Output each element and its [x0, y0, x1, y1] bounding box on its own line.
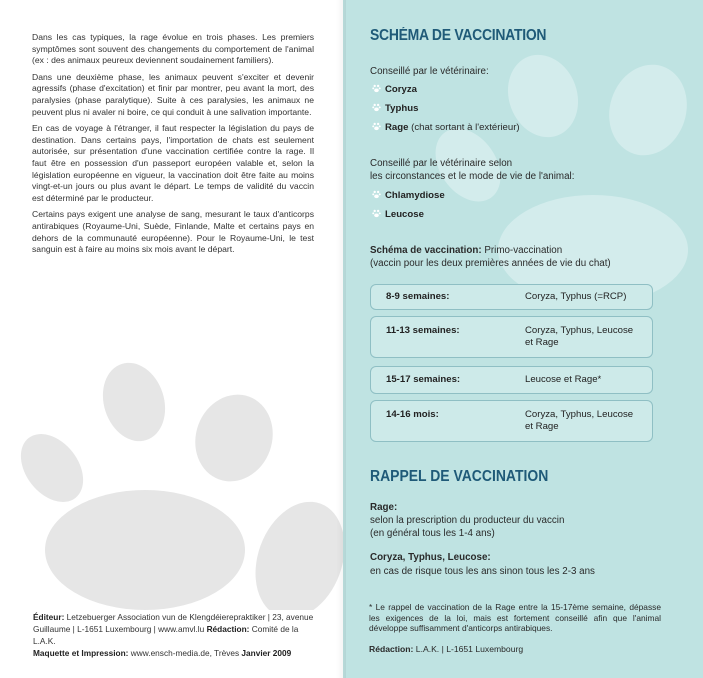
page-fold	[336, 0, 346, 678]
vaccination-schema-title: SCHÉMA DE VACCINATION	[370, 27, 547, 44]
paw-bullet-icon	[372, 84, 381, 93]
paw-bullet-icon	[372, 190, 381, 199]
schedule-vaccines: Coryza, Typhus (=RCP)	[525, 291, 627, 302]
redaction-label: Rédaction:	[369, 644, 414, 654]
imprint-editeur-text: Letzebuerger Association vun de Klengdéierepraktiker | 23, avenue Guillaume | L-1651 Luxembourg | www.amvl.lu	[33, 612, 314, 634]
schedule-vaccines: Leucose et Rage*	[525, 374, 602, 385]
rappel-ctl-label	[370, 552, 491, 565]
schedule-vaccines: Coryza, Typhus, Leucose	[525, 409, 634, 420]
imprint-maquette-text: www.ensch-media.de, Trèves	[128, 648, 242, 658]
rappel-rage-line2: (en général tous les 1-4 ans)	[370, 528, 495, 539]
vaccine-name: Leucose	[385, 209, 424, 220]
paw-bullet-icon	[372, 122, 381, 131]
imprint-editeur-label: Éditeur:	[33, 612, 65, 622]
imprint-maquette-label: Maquette et Impression:	[33, 648, 129, 658]
vaccine-note: (chat sortant à l'extérieur)	[408, 122, 520, 133]
schema-label: Schéma de vaccination:	[370, 245, 482, 256]
footnote: * Le rappel de vaccination de la Rage entre la 15-17ème semaine, dépasse les exigences de la loi, mais est fortement conseillé afin que l'animal développe suffisamment d'anticorps antirabiques.	[369, 602, 661, 634]
paragraph-blood-test: Certains pays exigent une analyse de sang, mesurant le taux d'anticorps antirabiques (Royaume-Uni, Suède, Finlande, Malte et certains pays en dehors de la communauté européenne). Pour le Royaume-Uni, le test sanguin est à faire au moins six mois avant le départ.	[32, 209, 314, 255]
right-redaction	[369, 644, 523, 654]
vaccine-name: Typhus	[385, 103, 419, 114]
vaccine-name: Chlamydiose	[385, 190, 445, 201]
imprint	[33, 611, 318, 659]
imprint-date: Janvier 2009	[241, 648, 292, 658]
optional-vaccine-leucose	[372, 209, 424, 220]
schedule-age: 14-16 mois:	[386, 409, 439, 420]
redaction-text: L.A.K. | L-1651 Luxembourg	[413, 644, 524, 654]
advised-lifestyle-label-line1: Conseillé par le vétérinaire selon	[370, 158, 513, 169]
schedule-row	[370, 400, 653, 442]
core-vaccine-typhus	[372, 103, 418, 114]
schedule-row	[370, 284, 653, 310]
advised-by-vet-label: Conseillé par le vétérinaire:	[370, 66, 489, 77]
schedule-age: 8-9 semaines:	[386, 291, 450, 302]
paw-bullet-icon	[372, 103, 381, 112]
schema-heading	[370, 245, 562, 258]
core-vaccine-coryza	[372, 84, 417, 95]
core-vaccine-rage	[372, 122, 520, 133]
advised-lifestyle-label-line2: les circonstances et le mode de vie de l'animal:	[370, 171, 575, 182]
schedule-vaccines: Coryza, Typhus, Leucose	[525, 325, 634, 336]
paragraph-phases: Dans les cas typiques, la rage évolue en trois phases. Les premiers symptômes sont souvent des changements du comportement de l'animal (ex : des animaux peureux deviennent soudainement familiers).	[32, 32, 314, 66]
booster-title: RAPPEL DE VACCINATION	[370, 468, 549, 485]
optional-vaccine-chlamydiose	[372, 190, 445, 201]
rappel-rage-label	[370, 502, 397, 515]
imprint-redaction-text: Comité de la L.A.K.	[33, 624, 299, 646]
rappel-rage-line1: selon la prescription du producteur du vaccin	[370, 515, 565, 526]
schedule-age: 15-17 semaines:	[386, 374, 461, 385]
rappel-ctl-line: en cas de risque tous les ans sinon tous les 2-3 ans	[370, 566, 595, 577]
schema-value: Primo-vaccination	[481, 245, 563, 256]
schedule-row	[370, 366, 653, 394]
schedule-vaccines-cont: et Rage	[525, 337, 559, 348]
rabies-text-column	[32, 32, 314, 261]
schedule-age: 11-13 semaines:	[386, 325, 460, 336]
rappel-rage-label-text: Rage:	[370, 502, 398, 513]
rappel-ctl-label-text: Coryza, Typhus, Leucose:	[370, 552, 491, 563]
paragraph-excitation: Dans une deuxième phase, les animaux peuvent s'exciter et devenir agressifs (phase d'excitation) et finir par montrer, peu avant la mort, des paralysies (phase paralytique). Suite à ces paralysies, les animaux ne peuvent plus ni avaler ni boire, ce qui conduit à une salivation importante.	[32, 71, 314, 117]
paw-bullet-icon	[372, 209, 381, 218]
paw-print-watermark	[0, 350, 343, 610]
vaccine-name: Coryza	[385, 84, 417, 95]
paragraph-travel: En cas de voyage à l'étranger, il faut respecter la législation du pays de destination. Dans certains pays, l'importation de chats est seulement autorisée, sur présentation d'une vaccination certifiée contre la rage. Il faut être en possession d'un passeport européen valable et, selon la législation européenne en vigueur, la vaccination doit être faite au moins vingt-et-un jours ou plus avant le départ. Le temps de validité du vaccin est déterminé par le producteur.	[32, 123, 314, 203]
imprint-redaction-label: Rédaction:	[206, 624, 250, 634]
schedule-vaccines-cont: et Rage	[525, 421, 559, 432]
schedule-row	[370, 316, 653, 358]
left-page	[0, 0, 343, 678]
vaccine-name: Rage	[385, 122, 409, 133]
schema-note: (vaccin pour les deux premières années de vie du chat)	[370, 258, 611, 269]
